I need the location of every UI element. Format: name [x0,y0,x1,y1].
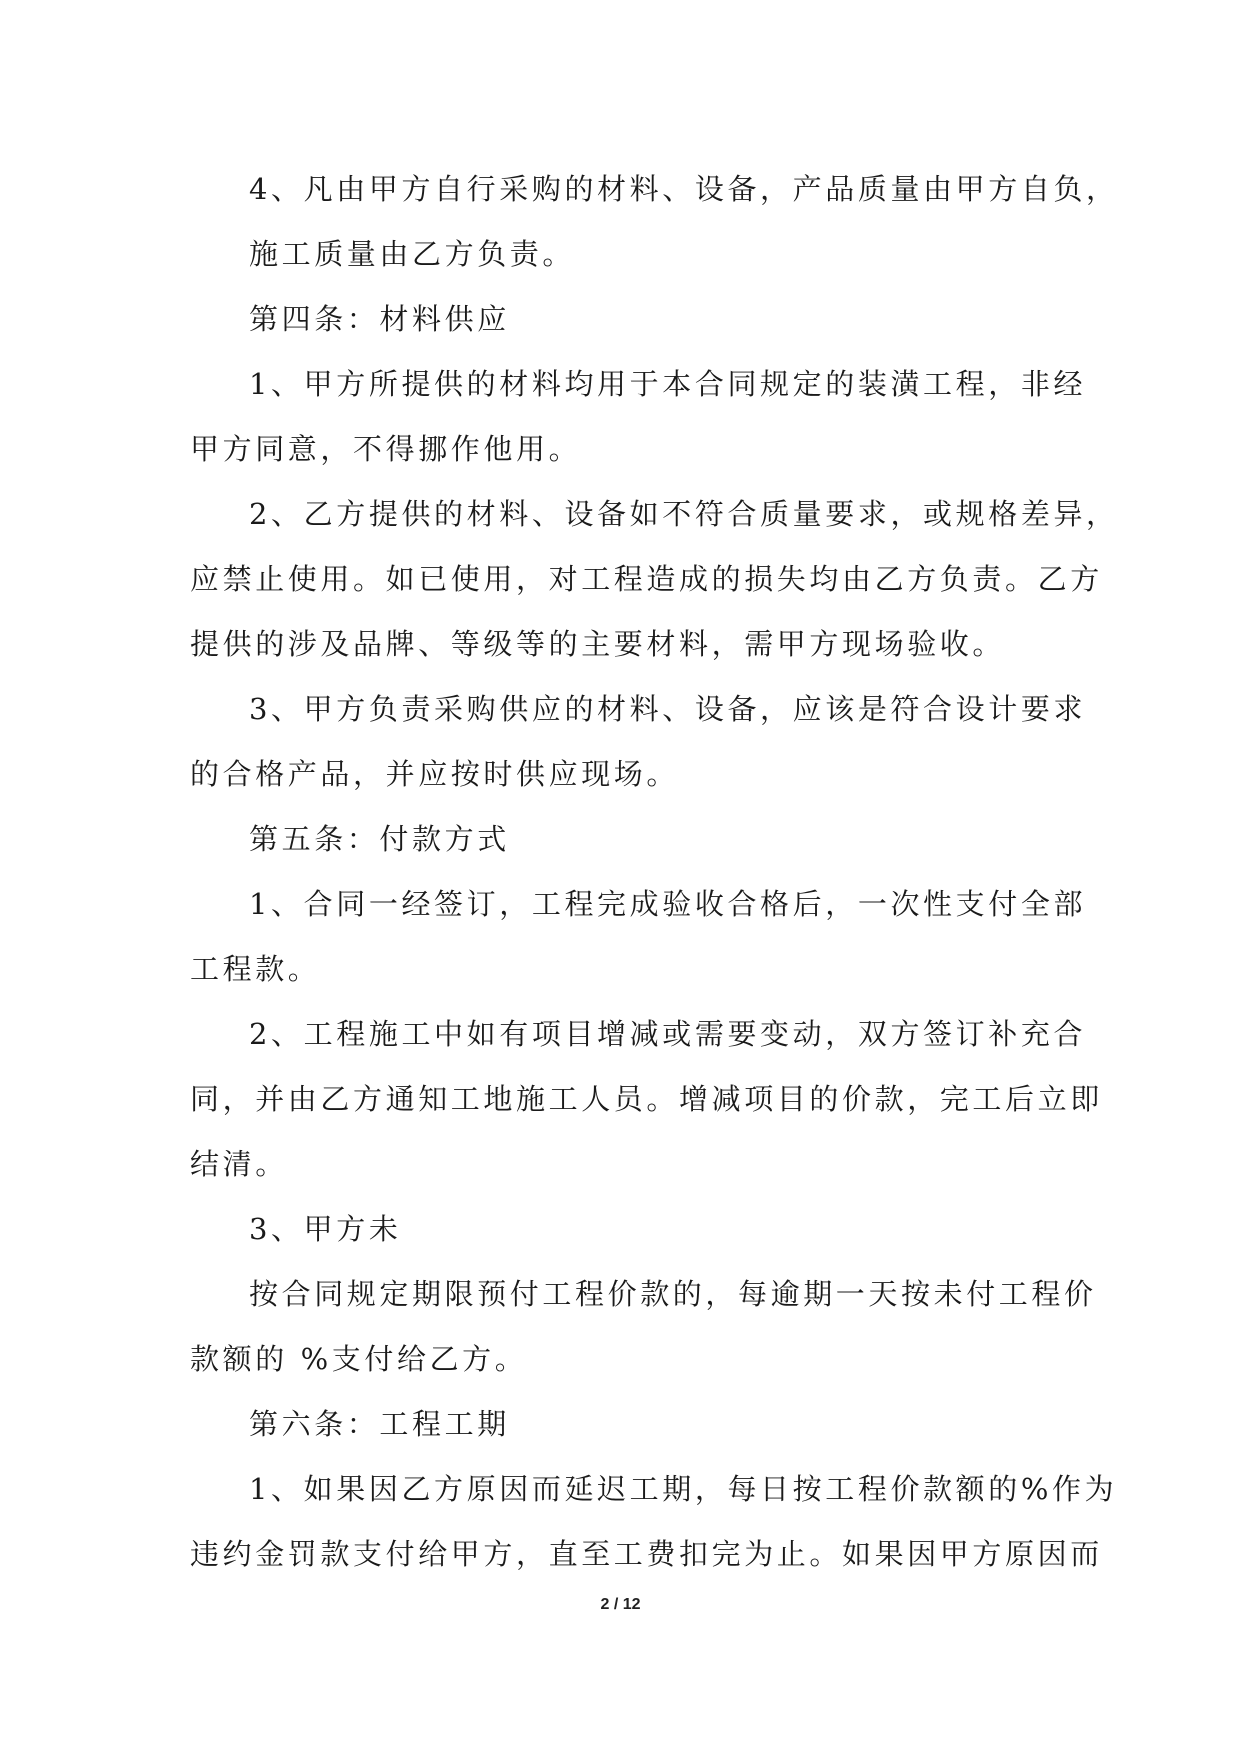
text-line: 违约金罚款支付给甲方，直至工费扣完为止。如果因甲方原因而 [190,1537,1103,1571]
text-line: 4、凡由甲方自行采购的材料、设备，产品质量由甲方自负， [249,172,1119,206]
text-line: 施工质量由乙方负责。 [249,237,576,271]
text-line: 的合格产品，并应按时供应现场。 [190,757,680,791]
section-heading: 第六条：工程工期 [249,1407,510,1441]
text-line: 结清。 [190,1147,288,1181]
text-line: 提供的涉及品牌、等级等的主要材料，需甲方现场验收。 [190,627,1006,661]
document-body [190,157,1119,1587]
text-line: 同，并由乙方通知工地施工人员。增减项目的价款，完工后立即 [190,1082,1103,1116]
text-line: 3、甲方未 [249,1212,402,1246]
section-heading: 第五条：付款方式 [249,822,510,856]
text-line: 3、甲方负责采购供应的材料、设备，应该是符合设计要求 [249,692,1087,726]
text-line: 2、工程施工中如有项目增减或需要变动，双方签订补充合 [249,1017,1087,1051]
text-line: 款额的 %支付给乙方。 [190,1342,528,1376]
text-line: 应禁止使用。如已使用，对工程造成的损失均由乙方负责。乙方 [190,562,1103,596]
text-line: 1、如果因乙方原因而延迟工期，每日按工程价款额的%作为 [249,1472,1118,1506]
text-line: 1、甲方所提供的材料均用于本合同规定的装潢工程，非经 [249,367,1087,401]
text-line: 工程款。 [190,952,321,986]
text-line: 1、合同一经签订，工程完成验收合格后，一次性支付全部 [249,887,1087,921]
section-heading: 第四条：材料供应 [249,302,510,336]
text-line: 2、乙方提供的材料、设备如不符合质量要求，或规格差异， [249,497,1119,531]
text-line: 甲方同意，不得挪作他用。 [190,432,582,466]
page-number: 2 / 12 [600,1596,641,1613]
text-line: 按合同规定期限预付工程价款的，每逾期一天按未付工程价 [249,1277,1097,1311]
